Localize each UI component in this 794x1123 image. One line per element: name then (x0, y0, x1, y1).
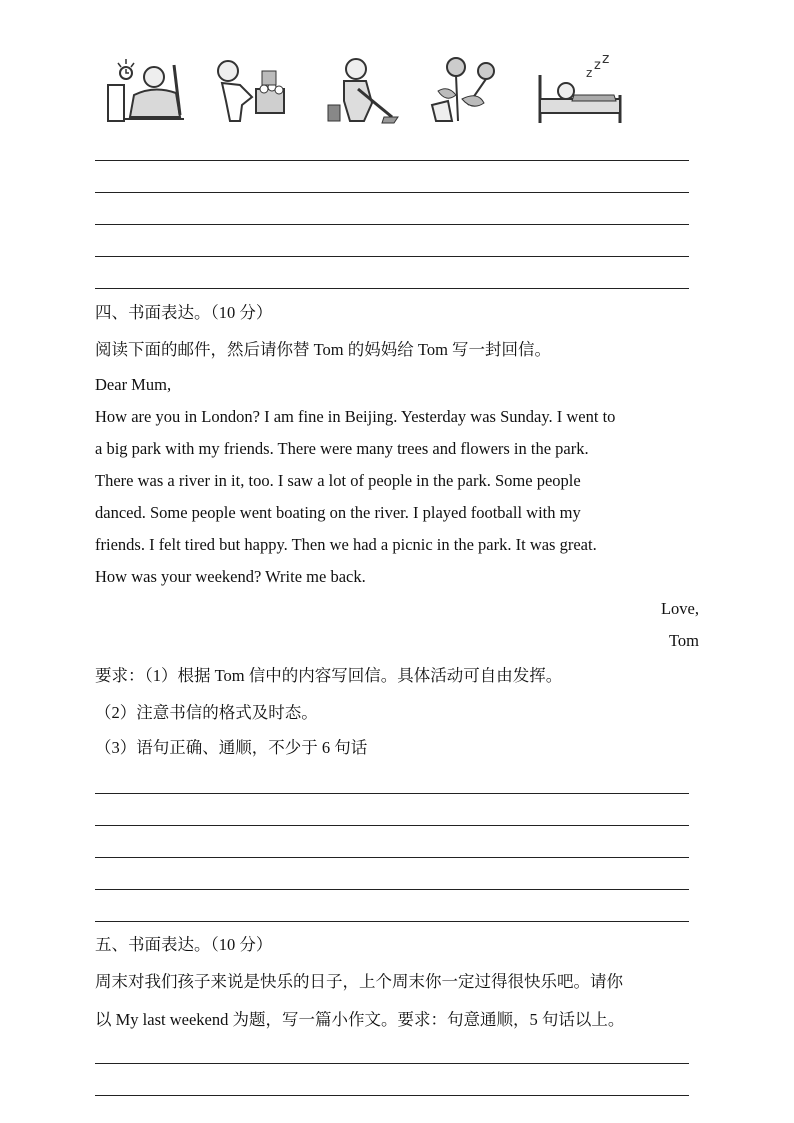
writing-line[interactable] (95, 1095, 689, 1096)
section5-line: 周末对我们孩子来说是快乐的日子，上个周末你一定过得很快乐吧。请你 (95, 972, 623, 991)
requirement-2: （2）注意书信的格式及时态。 (95, 703, 318, 722)
letter-line: danced. Some people went boating on the river. I played football with my (95, 503, 581, 522)
alarm-clock-waking-up-icon (104, 55, 186, 127)
writing-line[interactable] (95, 921, 689, 922)
section5-line: 以 My last weekend 为题，写一篇小作文。要求：句意通顺，5 句话以上。 (95, 1010, 625, 1029)
section4-heading: 四、书面表达。（10 分） (95, 303, 273, 322)
letter-line: How are you in London? I am fine in Beijing. Yesterday was Sunday. I went to (95, 407, 616, 426)
picture-5 (536, 55, 626, 127)
letter-greeting: Dear Mum, (95, 375, 172, 394)
svg-text:z: z (594, 58, 601, 73)
letter-signature: Tom (668, 631, 699, 650)
writing-line[interactable] (95, 857, 689, 858)
letter-closing: Love, (660, 599, 699, 618)
requirement-3: （3）语句正确、通顺，不少于 6 句话 (95, 738, 368, 757)
picture-4 (428, 55, 500, 127)
washing-clothes-icon (212, 55, 288, 127)
letter-line: friends. I felt tired but happy. Then we had a picnic in the park. It was great. (95, 535, 597, 554)
writing-line[interactable] (95, 825, 689, 826)
requirement-1: 要求：（1）根据 Tom 信中的内容写回信。具体活动可自由发挥。 (95, 666, 563, 685)
picture-3 (322, 55, 400, 127)
letter-line: There was a river in it, too. I saw a lot of people in the park. Some people (95, 471, 581, 490)
letter-line: How was your weekend? Write me back. (95, 567, 366, 586)
writing-line[interactable] (95, 793, 689, 794)
writing-line[interactable] (95, 288, 689, 289)
svg-text:z: z (586, 66, 593, 80)
writing-line[interactable] (95, 224, 689, 225)
picture-2 (212, 55, 288, 127)
writing-line[interactable] (95, 160, 689, 161)
watering-flowers-icon (428, 55, 500, 127)
section5-heading: 五、书面表达。（10 分） (95, 935, 273, 954)
sleeping-in-bed-icon (536, 55, 626, 127)
mopping-floor-icon (322, 55, 400, 127)
writing-line[interactable] (95, 889, 689, 890)
letter-line: a big park with my friends. There were many trees and flowers in the park. (95, 439, 589, 458)
writing-line[interactable] (95, 256, 689, 257)
writing-line[interactable] (95, 192, 689, 193)
svg-text:z: z (602, 55, 610, 67)
picture-1 (104, 55, 186, 127)
section4-instruction: 阅读下面的邮件，然后请你替 Tom 的妈妈给 Tom 写一封回信。 (95, 340, 552, 359)
writing-line[interactable] (95, 1063, 689, 1064)
